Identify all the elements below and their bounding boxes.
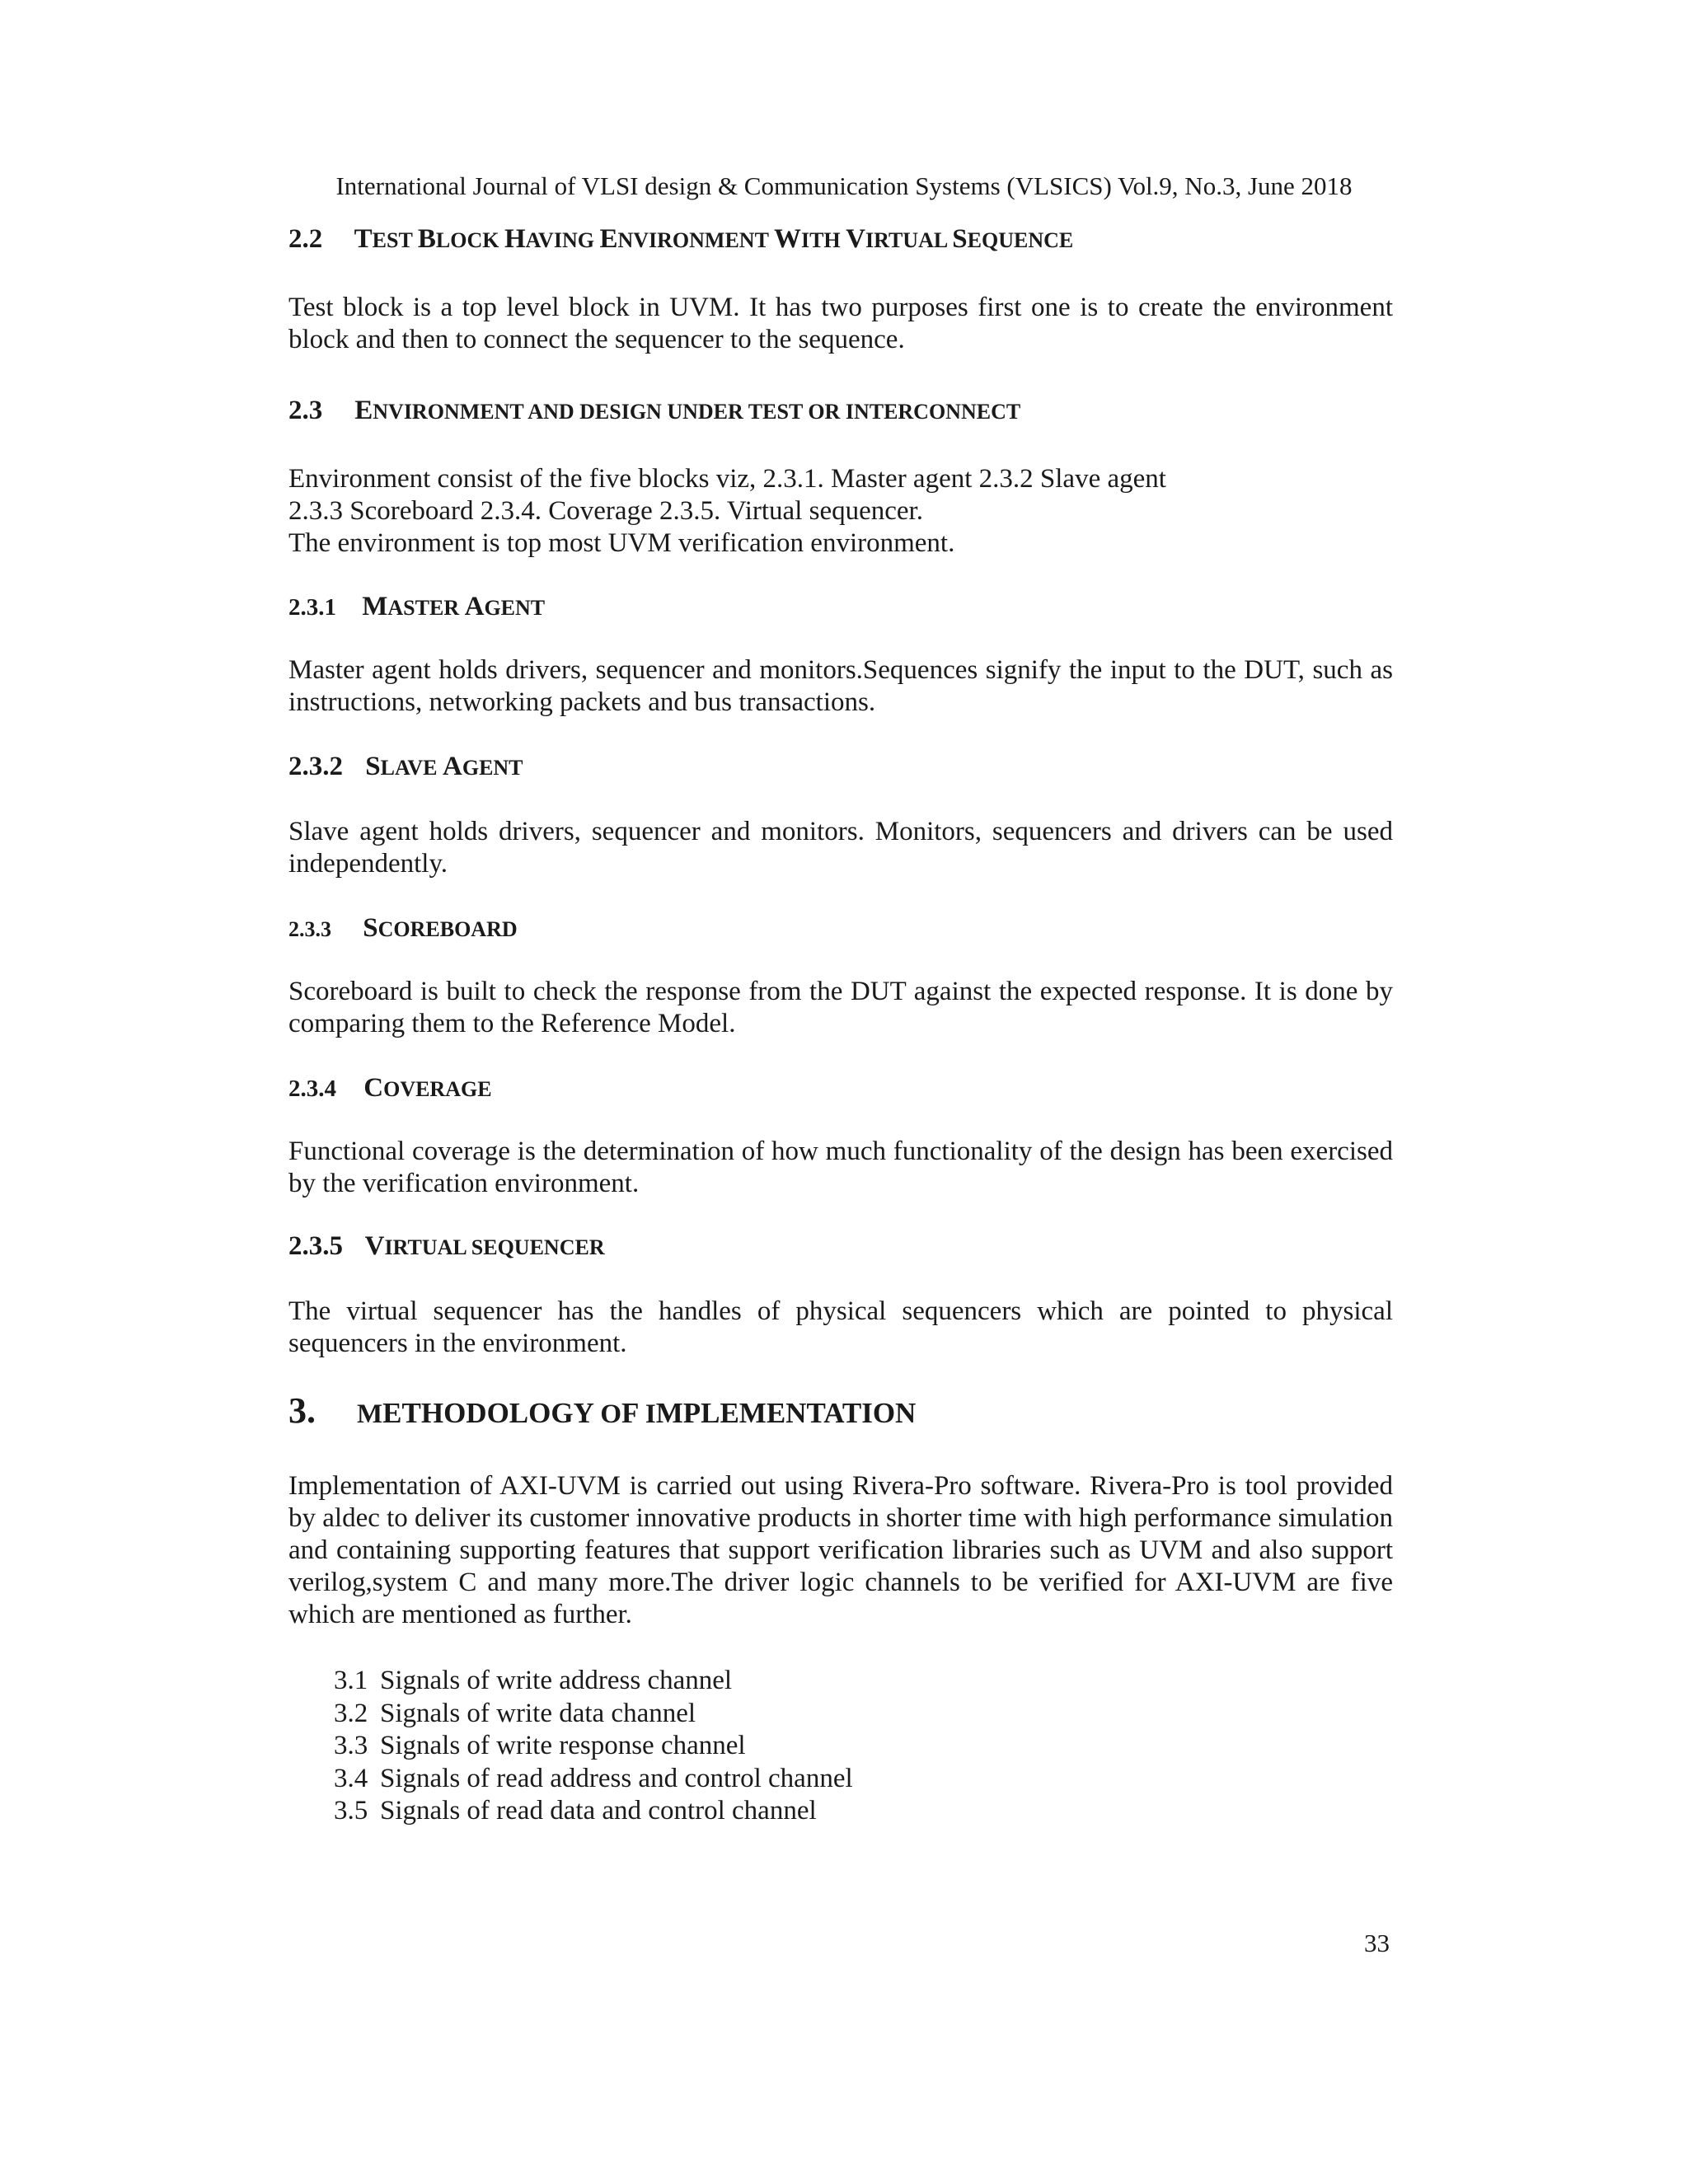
list-item: 3.2 Signals of write data channel [334,1698,696,1728]
heading-title: COVERAGE [363,1073,492,1103]
heading-title: SLAVE AGENT [365,752,523,781]
paragraph-2-3-2: Slave agent holds drivers, sequencer and monitors. Monitors, sequencers and drivers can be used independently. [288,817,1393,879]
heading-number: 2.3.1 [288,594,336,621]
paragraph-2-3-1: Master agent holds drivers, sequencer and monitors.Sequences signify the input to the DUT, such as instructions, networking packets and bus transactions. [288,655,1393,717]
heading-2-3-2 [288,752,1393,782]
channel-list [334,1665,853,1828]
heading-title: ENVIRONMENT AND DESIGN UNDER TEST OR INTERCONNECT [354,396,1021,425]
paragraph-3: Implementation of AXI-UVM is carried out using Rivera-Pro software. Rivera-Pro is tool provided by aldec to deliver its customer innovative products in shorter time with high performance simulation and containing supporting features that support verification libraries such as UVM and also support verilog,system C and many more.The driver logic channels to be verified for AXI-UVM are five which are mentioned as further. [288,1471,1393,1629]
heading-number: 2.3.3 [288,917,331,941]
heading-title: VIRTUAL SEQUENCER [364,1231,605,1261]
heading-2-3-3 [288,913,1393,944]
paragraph-line: Environment consist of the five blocks viz, 2.3.1. Master agent 2.3.2 Slave agent [288,464,1166,494]
paragraph-2-2: Test block is a top level block in UVM. It has two purposes first one is to create the environment block and then to connect the sequencer to the sequence. [288,293,1393,354]
list-item: 3.5 Signals of read data and control channel [334,1796,817,1825]
paragraph-line: The environment is top most UVM verification environment. [288,528,955,558]
heading-title: METHODOLOGY OF IMPLEMENTATION [357,1397,917,1429]
page-number: 33 [1364,1929,1390,1957]
heading-number: 2.3.4 [288,1076,336,1102]
heading-number: 2.3.5 [288,1231,343,1261]
heading-title: MASTER AGENT [362,592,546,621]
heading-2-2 [288,224,1393,255]
heading-2-3-1 [288,592,1393,622]
list-item: 3.1 Signals of write address channel [334,1666,733,1695]
list-item: 3.3 Signals of write response channel [334,1731,746,1760]
heading-title: TEST BLOCK HAVING ENVIRONMENT WITH VIRTUAL SEQUENCE [354,224,1074,254]
heading-3 [288,1390,1393,1432]
paragraph-2-3-5: The virtual sequencer has the handles of physical sequencers which are pointed to physical sequencers in the environment. [288,1296,1393,1358]
heading-number: 2.3 [288,396,323,425]
heading-number: 2.3.2 [288,752,343,781]
heading-title: SCOREBOARD [363,913,518,943]
paragraph-2-3 [288,463,1393,560]
paragraph-line: 2.3.3 Scoreboard 2.3.4. Coverage 2.3.5. Virtual sequencer. [288,496,923,526]
running-header: International Journal of VLSI design & Communication Systems (VLSICS) Vol.9, No.3, June 2018 [335,171,1353,200]
heading-number: 3. [288,1390,316,1431]
paragraph-2-3-3: Scoreboard is built to check the response from the DUT against the expected response. It is done by comparing them to the Reference Model. [288,977,1393,1038]
heading-2-3 [288,396,1393,426]
paragraph-2-3-4: Functional coverage is the determination of how much functionality of the design has been exercised by the verification environment. [288,1137,1393,1198]
heading-number: 2.2 [288,224,323,254]
heading-2-3-5 [288,1231,1393,1262]
list-item: 3.4 Signals of read address and control channel [334,1763,853,1793]
heading-2-3-4 [288,1073,1393,1104]
